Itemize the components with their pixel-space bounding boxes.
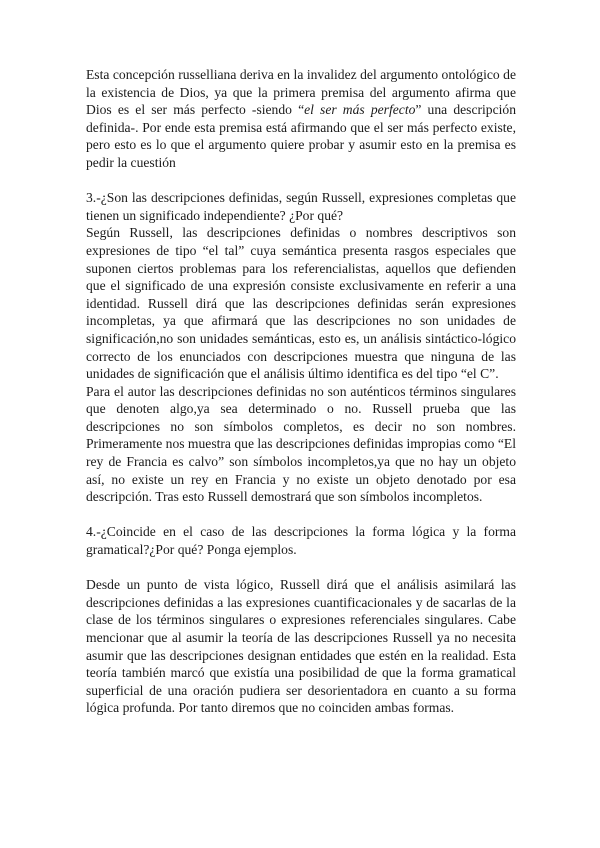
answer-3-paragraph-2: Para el autor las descripciones definidas no son auténticos términos singulares que denoten algo,ya sea determinado o no. Russell prueba que las descripciones no son símbolos completos, es decir no son nombres. Primeramente nos muestra que las descripciones definidas impropias como “El rey de Francia es calvo” son símbolos incompletos,ya que no hay un objeto así, no existe un rey en Francia y no existe un objeto denotado por esa descripción. Tras esto Russell demostrará que son símbolos incompletos. <box>86 383 516 505</box>
italic-phrase: el ser más perfecto <box>304 102 416 118</box>
question-3: 3.-¿Son las descripciones definidas, según Russell, expresiones completas que tienen un significado independiente? ¿Por qué? <box>86 190 516 223</box>
answer-3-paragraph-1: Según Russell, las descripciones definidas o nombres descriptivos son expresiones de tipo “el tal” cuya semántica presenta rasgos especiales que suponen ciertos problemas para los referencialistas, aquellos que defienden que el significado de una expresión consiste exclusivamente en referir a una identidad. Russell dirá que las descripciones definidas serán expresiones incompletas, ya que afirmará que las descripciones no son unidades de significación,no son unidades semánticas, esto es, un análisis sintáctico-lógico correcto de los enunciados con descripciones muestra que ninguna de las unidades de significación que el análisis último identifica es del tipo “el C”. <box>86 225 516 382</box>
paragraph-gap <box>86 506 516 524</box>
paragraph-gap <box>86 559 516 577</box>
document-body <box>86 66 516 717</box>
paragraph-ontological-argument <box>86 66 516 172</box>
paragraph-gap <box>86 172 516 190</box>
paragraph-text: Esta concepción russelliana deriva en la invalidez del argumento ontológico de la existencia de Dios, ya que la primera premisa del argumento afirma que Dios es el ser más perfecto -siendo “ <box>86 67 516 118</box>
paragraph-text: ” una descripción definida-. Por ende esta premisa está afirmando que el ser más perfecto existe, pero esto es lo que el argumento quiere probar y asumir esto en la premisa es pedir la cuestión <box>86 102 516 170</box>
answer-4: Desde un punto de vista lógico, Russell dirá que el análisis asimilará las descripciones definidas a las expresiones cuantificacionales y de sacarlas de la clase de los términos singulares o expresiones referenciales singulares. Cabe mencionar que al asumir la teoría de las descripciones Russell ya no necesita asumir que las descripciones designan entidades que estén en la realidad. Esta teoría también marcó que existía una posibilidad de que la forma gramatical superficial de una oración pudiera ser desorientadora en cuanto a su forma lógica profunda. Por tanto diremos que no coinciden ambas formas. <box>86 577 516 716</box>
question-4: 4.-¿Coincide en el caso de las descripciones la forma lógica y la forma gramatical?¿Por qué? Ponga ejemplos. <box>86 524 516 558</box>
